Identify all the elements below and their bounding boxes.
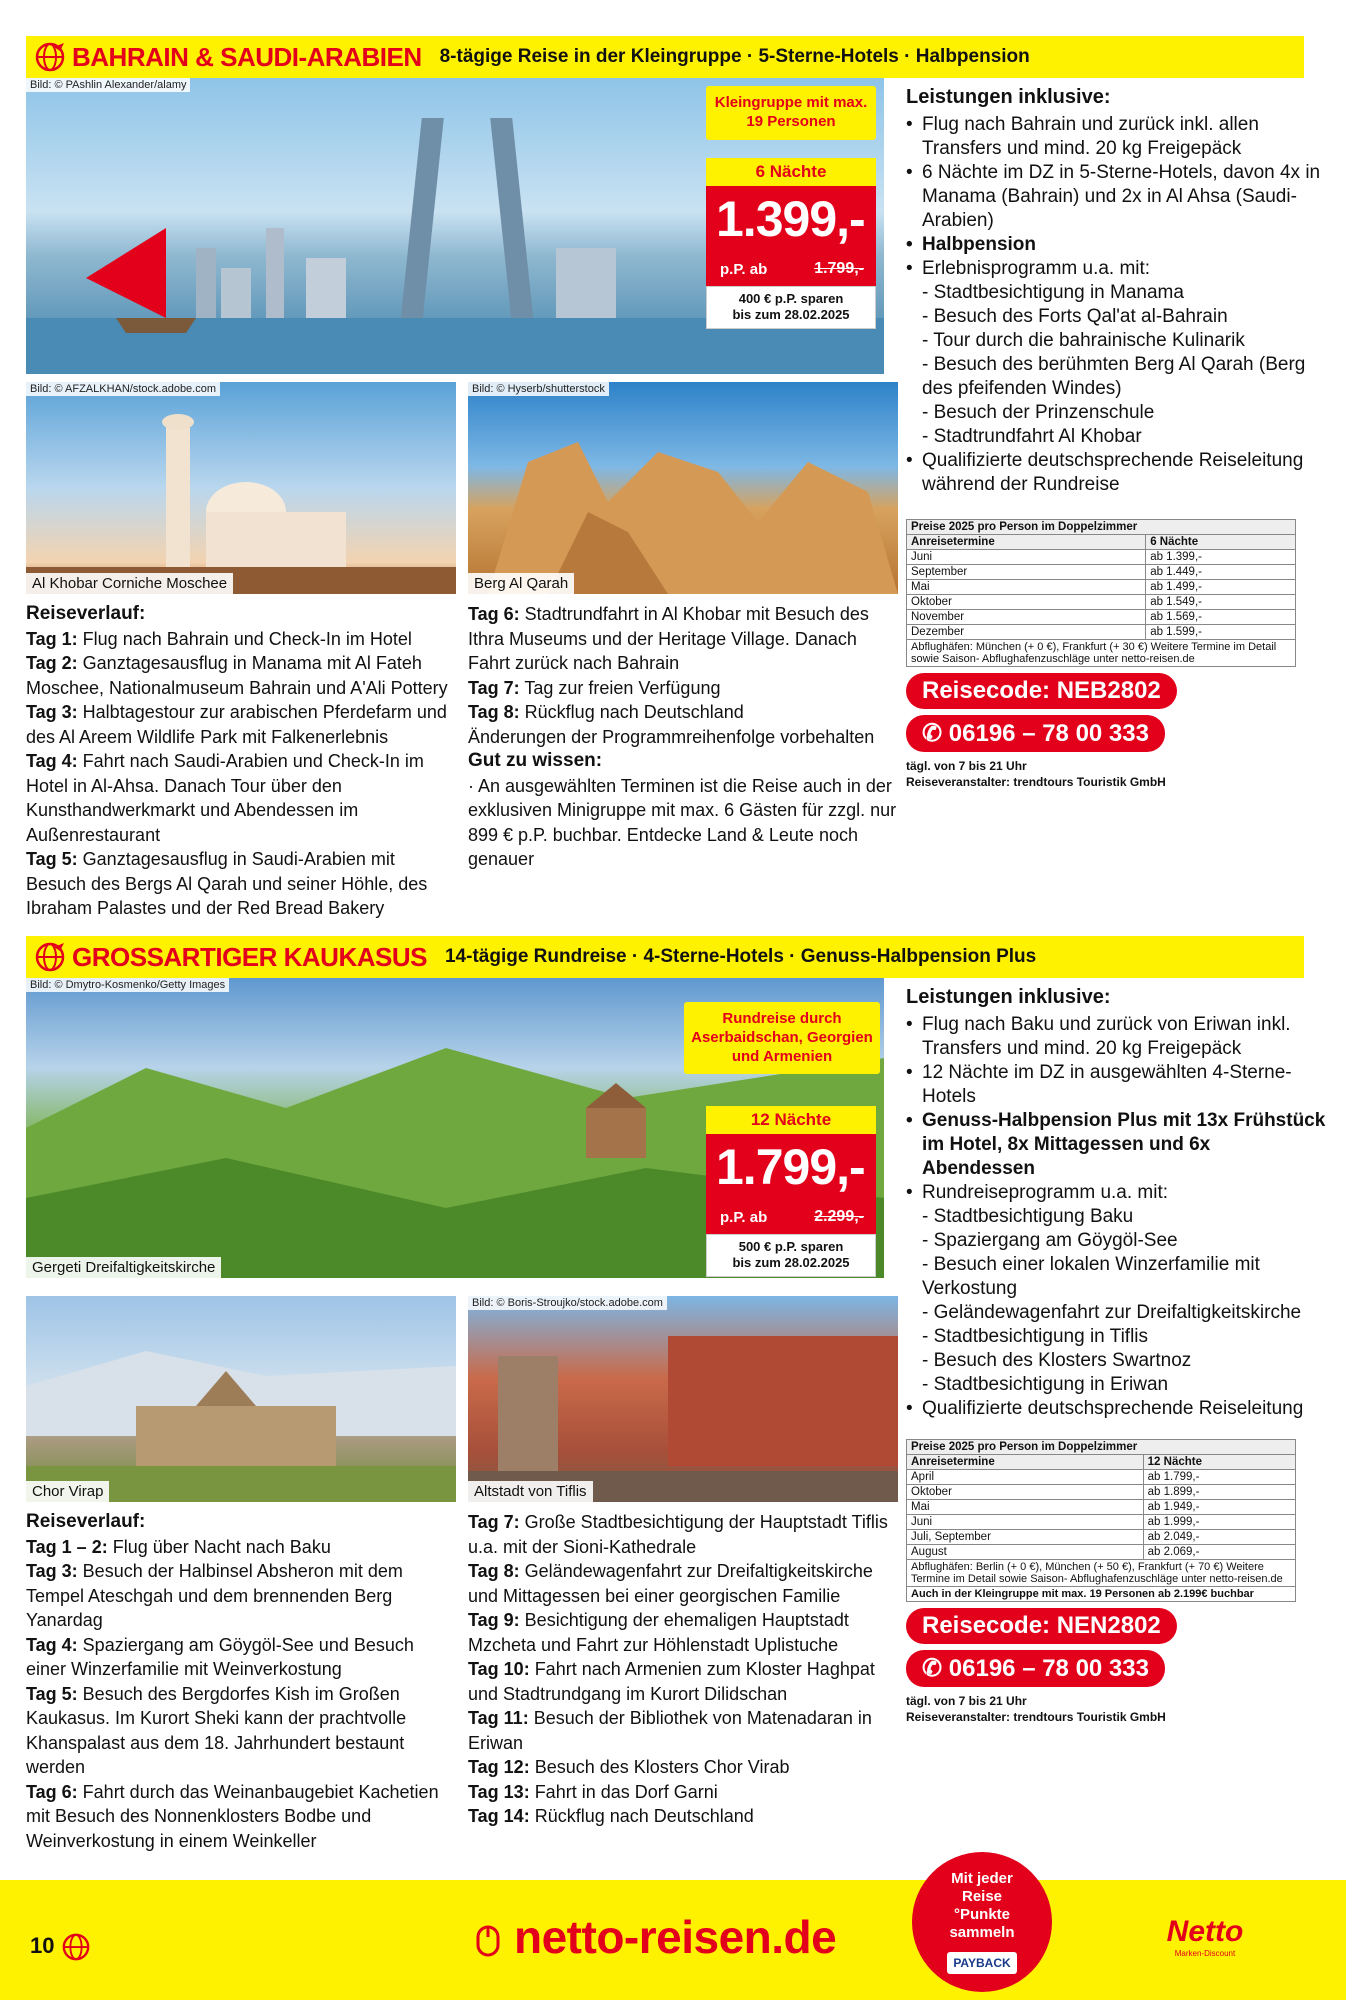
rock-illustration <box>468 382 898 594</box>
table-row: Oktober ab 1.549,- <box>907 595 1296 610</box>
list-item: • Flug nach Baku und zurück von Eriwan inkl. Transfers und mind. 20 kg Freigepäck <box>906 1013 1326 1061</box>
price-box <box>706 186 876 286</box>
group-badge: Rundreise durch Aserbaidschan, Georgien und Armenien <box>684 1002 880 1074</box>
good-to-know-heading: Gut zu wissen: <box>468 750 603 771</box>
payback-badge <box>912 1852 1052 1992</box>
list-item: - Besuch des Forts Qal'at al-Bahrain <box>922 306 1228 327</box>
photo-caption: Chor Virap <box>26 1481 109 1502</box>
photo-qarah <box>468 382 898 594</box>
itinerary-day: Tag 5: Besuch des Bergdorfes Kish im Großen Kaukasus. Im Kurort Sheki kann der prachtvolle Khanspalast aus dem 18. Jahrhundert bestaunt werden <box>26 1683 407 1777</box>
savings-line2: bis zum 28.02.2025 <box>732 1255 850 1271</box>
photo-credit: Bild: © PAshlin Alexander/alamy <box>26 78 190 92</box>
photo-credit: Bild: © Boris-Stroujko/stock.adobe.com <box>468 1296 667 1310</box>
offer-subtitle: 14-tägige Rundreise · 4-Sterne-Hotels · Genuss-Halbpension Plus <box>444 946 1037 967</box>
itinerary-day: Tag 7: Große Stadtbesichtigung der Hauptstadt Tiflis u.a. mit der Sioni-Kathedrale <box>468 1512 888 1557</box>
itinerary-day: Tag 4: Fahrt nach Saudi-Arabien und Check-In im Hotel in Al-Ahsa. Danach Tour über den Kunsthandwerkmarkt und Abendessen im Außenrestaurant <box>26 751 424 845</box>
globe-plane-icon <box>34 941 66 973</box>
table-row: Oktober ab 1.899,- <box>907 1485 1296 1500</box>
itinerary-day: Tag 6: Stadtrundfahrt in Al Khobar mit Besuch des Ithra Museums und der Heritage Village. Danach Fahrt zurück nach Bahrain <box>468 604 869 673</box>
reisecode-badge: Reisecode: NEB2802 <box>906 673 1177 709</box>
savings-line2: bis zum 28.02.2025 <box>732 307 850 323</box>
list-item: • Rundreiseprogramm u.a. mit: <box>906 1181 1326 1205</box>
table-row: Mai ab 1.499,- <box>907 580 1296 595</box>
itinerary-day: Tag 8: Rückflug nach Deutschland <box>468 702 744 722</box>
organizer-text: Reiseveranstalter: trendtours Touristik GmbH <box>906 775 1166 790</box>
table-row: Juli, September ab 2.049,- <box>907 1530 1296 1545</box>
itinerary-day: Tag 4: Spaziergang am Göygöl-See und Besuch einer Winzerfamilie mit Weinverkostung <box>26 1634 414 1679</box>
table-row: November ab 1.569,- <box>907 610 1296 625</box>
table-row: Dezember ab 1.599,- <box>907 625 1296 640</box>
phone-link[interactable]: ✆ 06196 – 78 00 333 <box>906 1650 1165 1687</box>
table-header: 6 Nächte <box>1146 535 1296 550</box>
list-item: • Erlebnisprogramm u.a. mit: <box>906 257 1326 281</box>
offer-kaukasus <box>26 936 1326 1851</box>
list-item: • Halbpension <box>906 233 1326 257</box>
price-block <box>706 158 876 329</box>
price-box <box>706 1134 876 1234</box>
reisecode-badge: Reisecode: NEN2802 <box>906 1608 1177 1644</box>
photo-mosque <box>26 382 456 594</box>
price-value: 1.399,- <box>716 191 865 247</box>
old-price: 2.299,- <box>814 1208 864 1225</box>
payback-logo: PAYBACK <box>947 1952 1016 1974</box>
old-price: 1.799,- <box>814 260 864 277</box>
list-item: - Stadtrundfahrt Al Khobar <box>922 426 1142 447</box>
group-badge: Kleingruppe mit max. 19 Personen <box>706 86 876 140</box>
price-table <box>906 519 1296 667</box>
list-item: • Flug nach Bahrain und zurück inkl. allen Transfers und mind. 20 kg Freigepäck <box>906 113 1326 161</box>
hours-text: tägl. von 7 bis 21 Uhr <box>906 1694 1027 1708</box>
table-row: Mai ab 1.949,- <box>907 1500 1296 1515</box>
table-row: August ab 2.069,- <box>907 1545 1296 1560</box>
table-title: Preise 2025 pro Person im Doppelzimmer <box>907 520 1296 535</box>
list-item: • 6 Nächte im DZ in 5-Sterne-Hotels, davon 4x in Manama (Bahrain) und 2x in Al Ahsa (Saudi-Arabien) <box>906 161 1326 233</box>
photo-caption: Gergeti Dreifaltigkeitskirche <box>26 1257 221 1278</box>
monastery-illustration <box>26 1296 456 1502</box>
photo-chor-virap <box>26 1296 456 1502</box>
inclusions-list <box>906 113 1326 497</box>
list-item: - Stadtbesichtigung in Tiflis <box>922 1326 1149 1347</box>
itinerary-left <box>26 1510 456 1853</box>
price-per-person: p.P. ab <box>720 1209 768 1226</box>
offer-subtitle: 8-tägige Reise in der Kleingruppe · 5-Sterne-Hotels · Halbpension <box>439 46 1030 67</box>
oldtown-illustration <box>468 1296 898 1502</box>
organizer-text: Reiseveranstalter: trendtours Touristik GmbH <box>906 1710 1166 1725</box>
itinerary-day: Tag 2: Ganztagesausflug in Manama mit Al Fateh Moschee, Nationalmuseum Bahrain und A'Ali Pottery <box>26 653 448 698</box>
table-header: Anreisetermine <box>907 1455 1144 1470</box>
payback-text: Mit jeder Reise °Punkte sammeln <box>949 1870 1015 1941</box>
list-item: - Spaziergang am Göygöl-See <box>922 1230 1178 1251</box>
price-nights: 12 Nächte <box>706 1106 876 1134</box>
itinerary-day: Tag 12: Besuch des Klosters Chor Virab <box>468 1757 790 1777</box>
list-item: • Qualifizierte deutschsprechende Reiseleitung während der Rundreise <box>906 449 1326 497</box>
itinerary-day: Tag 3: Halbtagestour zur arabischen Pferdefarm und des Al Areem Wildlife Park mit Falkenerlebnis <box>26 702 447 747</box>
inclusions-list <box>906 1013 1326 1421</box>
list-item: - Stadtbesichtigung Baku <box>922 1206 1134 1227</box>
phone-icon: ✆ <box>922 1655 949 1682</box>
list-item: • Qualifizierte deutschsprechende Reiseleitung <box>906 1397 1326 1421</box>
list-item: - Stadtbesichtigung in Manama <box>922 282 1184 303</box>
offer-title: GROSSARTIGER KAUKASUS <box>72 941 427 972</box>
table-row: Juni ab 1.399,- <box>907 550 1296 565</box>
table-header: Anreisetermine <box>907 535 1146 550</box>
inclusions-column <box>906 986 1326 1725</box>
price-value: 1.799,- <box>716 1139 865 1195</box>
globe-icon <box>61 1932 91 1962</box>
inclusions-column <box>906 86 1326 790</box>
table-row: September ab 1.449,- <box>907 565 1296 580</box>
price-block <box>706 1106 876 1277</box>
photo-credit: Bild: © Hyserb/shutterstock <box>468 382 609 396</box>
phone-icon: ✆ <box>922 720 949 747</box>
list-item: - Besuch einer lokalen Winzerfamilie mit Verkostung <box>922 1254 1260 1299</box>
itinerary-day: Tag 6: Fahrt durch das Weinanbaugebiet Kachetien mit Besuch des Nonnenklosters Bodbe und Weinverkostung in einem Weinkeller <box>26 1781 439 1851</box>
globe-plane-icon <box>34 41 66 73</box>
photo-caption: Altstadt von Tiflis <box>468 1481 593 1502</box>
table-note-small-group: Auch in der Kleingruppe mit max. 19 Personen ab 2.199€ buchbar <box>907 1587 1296 1602</box>
offer-title: BAHRAIN & SAUDI-ARABIEN <box>72 41 422 72</box>
inclusions-heading: Leistungen inklusive: <box>906 86 1111 108</box>
itinerary-day: Tag 5: Ganztagesausflug in Saudi-Arabien mit Besuch des Bergs Al Qarah und seiner Höhle, des Ibraham Palastes und der Red Bread Bakery <box>26 849 428 918</box>
photo-credit: Bild: © Dmytro-Kosmenko/Getty Images <box>26 978 229 992</box>
itinerary-day: Tag 1: Flug nach Bahrain und Check-In im Hotel <box>26 628 412 649</box>
offer-bahrain <box>26 36 1321 918</box>
savings-line1: 400 € p.P. sparen <box>738 291 844 306</box>
itinerary-heading: Reiseverlauf: <box>26 603 146 624</box>
price-nights: 6 Nächte <box>706 158 876 186</box>
hours-text: tägl. von 7 bis 21 Uhr <box>906 759 1027 773</box>
photo-tiflis <box>468 1296 898 1502</box>
itinerary-right <box>468 602 898 872</box>
phone-link[interactable]: ✆ 06196 – 78 00 333 <box>906 715 1165 752</box>
savings-line1: 500 € p.P. sparen <box>738 1239 844 1254</box>
itinerary-day: Tag 7: Tag zur freien Verfügung <box>468 677 721 698</box>
netto-logo: Netto Marken-Discount <box>1166 1915 1244 1958</box>
list-item: - Besuch des berühmten Berg Al Qarah (Berg des pfeifenden Windes) <box>922 354 1306 399</box>
itinerary-day: Tag 8: Geländewagenfahrt zur Dreifaltigkeitskirche und Mittagessen bei einer georgischen Familie <box>468 1561 873 1606</box>
itinerary-left <box>26 602 456 921</box>
offer-banner <box>26 36 1304 78</box>
mosque-illustration <box>26 382 456 594</box>
itinerary-day: Tag 3: Besuch der Halbinsel Absheron mit dem Tempel Ateschgah und dem brennenden Berg Yanardag <box>26 1561 403 1630</box>
list-item: • Genuss-Halbpension Plus mit 13x Frühstück im Hotel, 8x Mittagessen und 6x Abendessen <box>906 1109 1326 1181</box>
list-item: - Geländewagenfahrt zur Dreifaltigkeitskirche <box>922 1302 1302 1323</box>
table-note: Abflughäfen: München (+ 0 €), Frankfurt (+ 30 €) Weitere Termine im Detail sowie Saison- Abflughafenzuschläge unter netto-reisen.de <box>907 640 1296 667</box>
table-row: Juni ab 1.999,- <box>907 1515 1296 1530</box>
list-item: - Besuch des Klosters Swartnoz <box>922 1350 1192 1371</box>
itinerary-day: Tag 14: Rückflug nach Deutschland <box>468 1806 754 1826</box>
website-link[interactable]: netto-reisen.de <box>470 1910 836 1964</box>
itinerary-day: Tag 10: Fahrt nach Armenien zum Kloster Haghpat und Stadtrundgang im Kurort Dilidschan <box>468 1659 875 1704</box>
offer-banner <box>26 936 1304 978</box>
list-item: - Tour durch die bahrainische Kulinarik <box>922 330 1245 351</box>
itinerary-day: Tag 9: Besichtigung der ehemaligen Hauptstadt Mzcheta und Fahrt zur Höhlenstadt Uplistuche <box>468 1610 849 1655</box>
itinerary-day: Tag 11: Besuch der Bibliothek von Matenadaran in Eriwan <box>468 1708 872 1753</box>
page-number: 10 <box>30 1932 91 1962</box>
table-note: Abflughäfen: Berlin (+ 0 €), München (+ 50 €), Frankfurt (+ 70 €) Weitere Termine im Detail sowie Saison- Abflughafenzuschläge unter netto-reisen.de <box>907 1560 1296 1587</box>
good-to-know-text: · An ausgewählten Terminen ist die Reise auch in der exklusiven Minigruppe mit max. 6 Gästen für zzgl. nur 899 € p.P. buchbar. Entdecke Land & Leute noch genauer <box>468 775 897 869</box>
table-header: 12 Nächte <box>1143 1455 1295 1470</box>
itinerary-day: Tag 1 – 2: Flug über Nacht nach Baku <box>26 1536 331 1557</box>
photo-caption: Berg Al Qarah <box>468 573 574 594</box>
itinerary-heading: Reiseverlauf: <box>26 1511 146 1532</box>
savings-note <box>706 1234 876 1277</box>
table-row: April ab 1.799,- <box>907 1470 1296 1485</box>
photo-credit: Bild: © AFZALKHAN/stock.adobe.com <box>26 382 220 396</box>
mouse-icon <box>470 1923 506 1959</box>
change-note: Änderungen der Programmreihenfolge vorbehalten <box>468 726 875 747</box>
list-item: - Stadtbesichtigung in Eriwan <box>922 1374 1169 1395</box>
savings-note <box>706 286 876 329</box>
itinerary-day: Tag 13: Fahrt in das Dorf Garni <box>468 1781 718 1802</box>
inclusions-heading: Leistungen inklusive: <box>906 986 1111 1008</box>
table-title: Preise 2025 pro Person im Doppelzimmer <box>907 1440 1296 1455</box>
price-per-person: p.P. ab <box>720 261 768 278</box>
itinerary-right <box>468 1510 898 1829</box>
photo-caption: Al Khobar Corniche Moschee <box>26 573 233 594</box>
price-table <box>906 1439 1296 1602</box>
list-item: • 12 Nächte im DZ in ausgewählten 4-Sterne-Hotels <box>906 1061 1326 1109</box>
list-item: - Besuch der Prinzenschule <box>922 402 1155 423</box>
